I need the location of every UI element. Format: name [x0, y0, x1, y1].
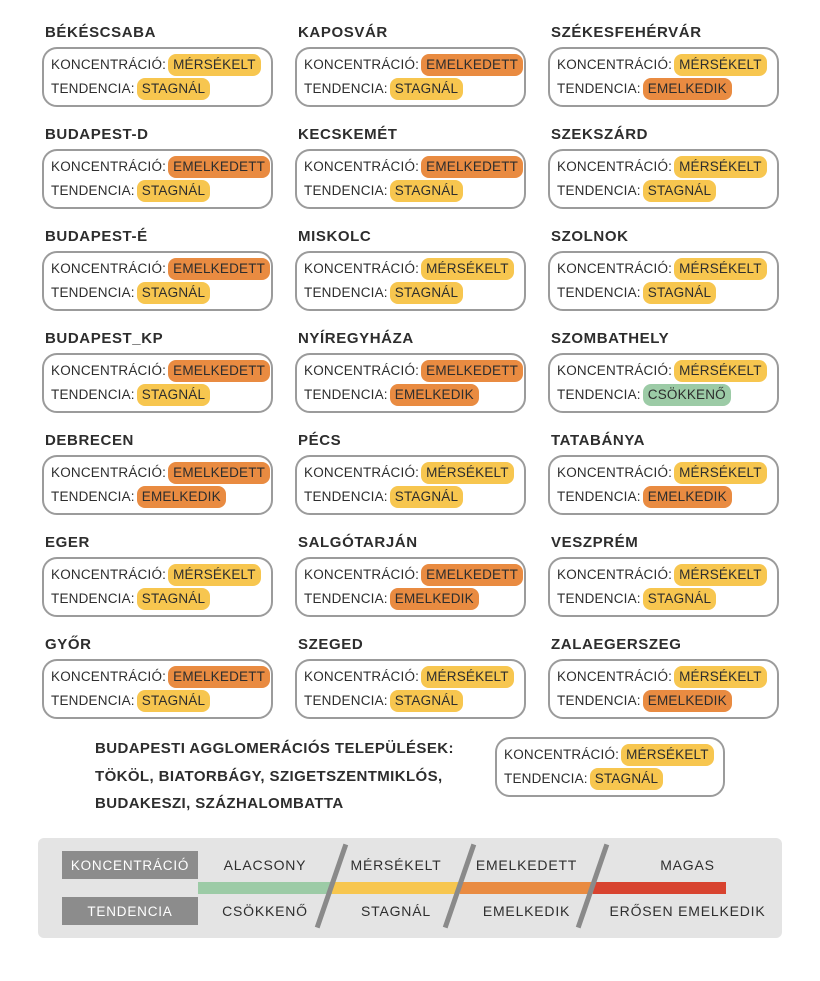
- tendency-label: TENDENCIA:: [557, 183, 641, 198]
- city-name: BUDAPEST-D: [45, 126, 149, 143]
- concentration-value-pill: MÉRSÉKELT: [674, 462, 767, 484]
- legend-strip-segment-red: [593, 882, 726, 894]
- concentration-value-pill: EMELKEDETT: [421, 360, 523, 382]
- city-name: NYÍREGYHÁZA: [298, 330, 414, 347]
- tendency-label: TENDENCIA:: [304, 183, 388, 198]
- tendency-label: TENDENCIA:: [304, 693, 388, 708]
- tendency-label: TENDENCIA:: [51, 81, 135, 96]
- tendency-label: TENDENCIA:: [51, 591, 135, 606]
- concentration-label: KONCENTRÁCIÓ:: [304, 465, 420, 480]
- concentration-row: [557, 156, 770, 178]
- legend-concentration-level: ALACSONY: [223, 857, 307, 873]
- tendency-row: [51, 180, 264, 202]
- tendency-row: [51, 78, 264, 100]
- tendency-value-pill: EMELKEDIK: [390, 384, 479, 406]
- agglomeration-note-line: TÖKÖL, BIATORBÁGY, SZIGETSZENTMIKLÓS,: [95, 767, 443, 785]
- concentration-value-pill: MÉRSÉKELT: [421, 666, 514, 688]
- concentration-label: KONCENTRÁCIÓ:: [51, 159, 167, 174]
- city-name: EGER: [45, 534, 90, 551]
- concentration-value-pill: EMELKEDETT: [168, 156, 270, 178]
- concentration-value-pill: MÉRSÉKELT: [168, 564, 261, 586]
- concentration-row: [51, 360, 264, 382]
- city-board: [42, 24, 779, 719]
- tendency-label: TENDENCIA:: [51, 693, 135, 708]
- concentration-row: [51, 462, 264, 484]
- legend-concentration-level: EMELKEDETT: [475, 857, 578, 873]
- city-card: [548, 251, 779, 311]
- tendency-row: [557, 690, 770, 712]
- agglomeration-card: [495, 737, 725, 797]
- tendency-label: TENDENCIA:: [557, 591, 641, 606]
- tendency-row: [304, 180, 517, 202]
- tendency-value-pill: EMELKEDIK: [643, 690, 732, 712]
- tendency-value-pill: STAGNÁL: [390, 78, 463, 100]
- concentration-value-pill: EMELKEDETT: [421, 156, 523, 178]
- city-card: [295, 455, 526, 515]
- tendency-row: [557, 78, 770, 100]
- city-block: [548, 432, 779, 515]
- concentration-label: KONCENTRÁCIÓ:: [51, 567, 167, 582]
- city-name: KECSKEMÉT: [298, 126, 398, 143]
- concentration-value-pill: MÉRSÉKELT: [421, 462, 514, 484]
- city-name: SALGÓTARJÁN: [298, 534, 418, 551]
- city-block: [295, 126, 526, 209]
- legend-tendency-level: ERŐSEN EMELKEDIK: [609, 903, 766, 919]
- tendency-label: TENDENCIA:: [557, 489, 641, 504]
- tendency-value-pill: STAGNÁL: [390, 282, 463, 304]
- city-name: PÉCS: [298, 432, 342, 449]
- city-block: [295, 228, 526, 311]
- legend-tendency-header: TENDENCIA: [62, 897, 198, 925]
- concentration-value-pill: EMELKEDETT: [168, 360, 270, 382]
- city-name: SZEKSZÁRD: [551, 126, 649, 143]
- concentration-row: [304, 54, 517, 76]
- concentration-value-pill: MÉRSÉKELT: [674, 156, 767, 178]
- concentration-label: KONCENTRÁCIÓ:: [557, 57, 673, 72]
- concentration-row: [557, 360, 770, 382]
- city-block: [548, 126, 779, 209]
- tendency-value-pill: STAGNÁL: [390, 486, 463, 508]
- tendency-label: TENDENCIA:: [304, 489, 388, 504]
- concentration-label: KONCENTRÁCIÓ:: [51, 465, 167, 480]
- tendency-row: [304, 588, 517, 610]
- tendency-value-pill: STAGNÁL: [137, 78, 210, 100]
- tendency-value-pill: STAGNÁL: [643, 588, 716, 610]
- concentration-row: [304, 360, 517, 382]
- concentration-value-pill: MÉRSÉKELT: [674, 666, 767, 688]
- concentration-value-pill: EMELKEDETT: [421, 564, 523, 586]
- tendency-row: [304, 486, 517, 508]
- tendency-value-pill: STAGNÁL: [137, 588, 210, 610]
- legend-strip-segment-orange: [460, 882, 593, 894]
- city-block: [42, 432, 273, 515]
- concentration-label: KONCENTRÁCIÓ:: [504, 747, 620, 762]
- city-card: [295, 47, 526, 107]
- tendency-value-pill: STAGNÁL: [390, 690, 463, 712]
- concentration-label: KONCENTRÁCIÓ:: [557, 465, 673, 480]
- city-block: [548, 228, 779, 311]
- legend-tendency-level: CSÖKKENŐ: [222, 903, 308, 919]
- city-card: [548, 557, 779, 617]
- city-block: [42, 636, 273, 719]
- tendency-value-pill: EMELKEDIK: [643, 78, 732, 100]
- concentration-row: [504, 744, 716, 766]
- concentration-value-pill: EMELKEDETT: [168, 258, 270, 280]
- concentration-row: [51, 666, 264, 688]
- city-card: [42, 659, 273, 719]
- agglomeration-note-line: BUDAKESZI, SZÁZHALOMBATTA: [95, 795, 344, 812]
- tendency-row: [504, 768, 716, 790]
- tendency-row: [557, 180, 770, 202]
- tendency-value-pill: STAGNÁL: [137, 282, 210, 304]
- tendency-row: [304, 282, 517, 304]
- concentration-row: [304, 462, 517, 484]
- concentration-row: [51, 564, 264, 586]
- legend-tendency-level: STAGNÁL: [361, 903, 431, 919]
- city-name: MISKOLC: [298, 228, 372, 245]
- tendency-row: [51, 486, 264, 508]
- tendency-row: [51, 282, 264, 304]
- tendency-value-pill: STAGNÁL: [137, 384, 210, 406]
- tendency-label: TENDENCIA:: [51, 183, 135, 198]
- tendency-value-pill: EMELKEDIK: [643, 486, 732, 508]
- tendency-value-pill: EMELKEDIK: [137, 486, 226, 508]
- city-name: SZOLNOK: [551, 228, 629, 245]
- city-block: [295, 636, 526, 719]
- city-card: [548, 353, 779, 413]
- concentration-row: [304, 666, 517, 688]
- tendency-label: TENDENCIA:: [304, 81, 388, 96]
- tendency-row: [51, 690, 264, 712]
- city-card: [295, 353, 526, 413]
- city-card: [42, 353, 273, 413]
- concentration-row: [557, 54, 770, 76]
- tendency-value-pill: STAGNÁL: [643, 180, 716, 202]
- legend-tendency-level: EMELKEDIK: [482, 903, 571, 919]
- city-card: [42, 251, 273, 311]
- city-name: KAPOSVÁR: [298, 24, 388, 41]
- city-name: BÉKÉSCSABA: [45, 24, 157, 41]
- concentration-label: KONCENTRÁCIÓ:: [304, 363, 420, 378]
- city-name: DEBRECEN: [45, 432, 134, 449]
- concentration-row: [557, 258, 770, 280]
- legend-concentration-header: KONCENTRÁCIÓ: [62, 851, 198, 879]
- city-block: [548, 534, 779, 617]
- tendency-value-pill: STAGNÁL: [137, 690, 210, 712]
- city-block: [295, 432, 526, 515]
- city-block: [295, 24, 526, 107]
- city-card: [548, 47, 779, 107]
- agglomeration-note: [95, 735, 454, 818]
- legend-concentration-level: MAGAS: [660, 857, 715, 873]
- city-block: [548, 24, 779, 107]
- concentration-value-pill: MÉRSÉKELT: [168, 54, 261, 76]
- city-card: [42, 557, 273, 617]
- tendency-label: TENDENCIA:: [557, 81, 641, 96]
- city-name: SZÉKESFEHÉRVÁR: [551, 24, 702, 41]
- tendency-label: TENDENCIA:: [504, 771, 588, 786]
- concentration-value-pill: MÉRSÉKELT: [621, 744, 714, 766]
- concentration-label: KONCENTRÁCIÓ:: [51, 669, 167, 684]
- city-name: BUDAPEST_KP: [45, 330, 164, 347]
- city-block: [42, 330, 273, 413]
- tendency-label: TENDENCIA:: [304, 591, 388, 606]
- concentration-label: KONCENTRÁCIÓ:: [304, 261, 420, 276]
- concentration-value-pill: MÉRSÉKELT: [674, 258, 767, 280]
- tendency-label: TENDENCIA:: [557, 387, 641, 402]
- concentration-label: KONCENTRÁCIÓ:: [557, 567, 673, 582]
- tendency-value-pill: STAGNÁL: [643, 282, 716, 304]
- tendency-row: [557, 384, 770, 406]
- concentration-label: KONCENTRÁCIÓ:: [304, 57, 420, 72]
- concentration-label: KONCENTRÁCIÓ:: [557, 669, 673, 684]
- city-card: [295, 659, 526, 719]
- city-card: [295, 557, 526, 617]
- agglomeration-section: [95, 735, 725, 818]
- concentration-row: [51, 54, 264, 76]
- city-block: [42, 24, 273, 107]
- city-card: [548, 149, 779, 209]
- tendency-row: [304, 78, 517, 100]
- tendency-row: [51, 588, 264, 610]
- city-name: GYŐR: [45, 636, 92, 653]
- tendency-value-pill: CSÖKKENŐ: [643, 384, 731, 406]
- tendency-row: [304, 690, 517, 712]
- legend-strip-spacer: [62, 882, 198, 894]
- tendency-row: [557, 282, 770, 304]
- tendency-row: [304, 384, 517, 406]
- tendency-row: [557, 588, 770, 610]
- city-name: VESZPRÉM: [551, 534, 639, 551]
- tendency-label: TENDENCIA:: [51, 285, 135, 300]
- tendency-label: TENDENCIA:: [557, 285, 641, 300]
- concentration-row: [557, 666, 770, 688]
- city-card: [295, 251, 526, 311]
- city-name: ZALAEGERSZEG: [551, 636, 682, 653]
- tendency-label: TENDENCIA:: [557, 693, 641, 708]
- city-block: [295, 534, 526, 617]
- tendency-value-pill: STAGNÁL: [137, 180, 210, 202]
- concentration-label: KONCENTRÁCIÓ:: [51, 57, 167, 72]
- concentration-label: KONCENTRÁCIÓ:: [557, 363, 673, 378]
- city-block: [295, 330, 526, 413]
- concentration-value-pill: EMELKEDETT: [421, 54, 523, 76]
- tendency-row: [51, 384, 264, 406]
- concentration-value-pill: MÉRSÉKELT: [421, 258, 514, 280]
- concentration-value-pill: MÉRSÉKELT: [674, 564, 767, 586]
- concentration-label: KONCENTRÁCIÓ:: [51, 363, 167, 378]
- concentration-label: KONCENTRÁCIÓ:: [304, 159, 420, 174]
- city-card: [548, 455, 779, 515]
- concentration-row: [304, 156, 517, 178]
- city-block: [42, 126, 273, 209]
- concentration-label: KONCENTRÁCIÓ:: [51, 261, 167, 276]
- tendency-value-pill: STAGNÁL: [390, 180, 463, 202]
- legend: [38, 838, 782, 938]
- city-card: [42, 455, 273, 515]
- concentration-label: KONCENTRÁCIÓ:: [304, 567, 420, 582]
- agglomeration-note-line: BUDAPESTI AGGLOMERÁCIÓS TELEPÜLÉSEK:: [95, 740, 454, 757]
- legend-concentration-level: MÉRSÉKELT: [350, 857, 442, 873]
- concentration-label: KONCENTRÁCIÓ:: [557, 261, 673, 276]
- city-block: [548, 330, 779, 413]
- concentration-row: [304, 564, 517, 586]
- tendency-value-pill: STAGNÁL: [590, 768, 663, 790]
- concentration-row: [51, 156, 264, 178]
- concentration-row: [51, 258, 264, 280]
- city-card: [548, 659, 779, 719]
- city-card: [42, 47, 273, 107]
- city-name: TATABÁNYA: [551, 432, 646, 449]
- city-name: BUDAPEST-É: [45, 228, 148, 245]
- city-card: [42, 149, 273, 209]
- tendency-label: TENDENCIA:: [304, 285, 388, 300]
- tendency-value-pill: EMELKEDIK: [390, 588, 479, 610]
- concentration-row: [557, 564, 770, 586]
- concentration-row: [304, 258, 517, 280]
- concentration-label: KONCENTRÁCIÓ:: [557, 159, 673, 174]
- city-block: [548, 636, 779, 719]
- legend-grid: [62, 851, 782, 925]
- city-name: SZOMBATHELY: [551, 330, 670, 347]
- concentration-label: KONCENTRÁCIÓ:: [304, 669, 420, 684]
- tendency-label: TENDENCIA:: [304, 387, 388, 402]
- concentration-value-pill: MÉRSÉKELT: [674, 360, 767, 382]
- concentration-row: [557, 462, 770, 484]
- tendency-row: [557, 486, 770, 508]
- legend-strip-segment-green: [198, 882, 332, 894]
- legend-strip-segment-yellow: [332, 882, 460, 894]
- tendency-label: TENDENCIA:: [51, 489, 135, 504]
- city-name: SZEGED: [298, 636, 364, 653]
- city-block: [42, 228, 273, 311]
- city-card: [295, 149, 526, 209]
- city-block: [42, 534, 273, 617]
- concentration-value-pill: MÉRSÉKELT: [674, 54, 767, 76]
- concentration-value-pill: EMELKEDETT: [168, 462, 270, 484]
- tendency-label: TENDENCIA:: [51, 387, 135, 402]
- concentration-value-pill: EMELKEDETT: [168, 666, 270, 688]
